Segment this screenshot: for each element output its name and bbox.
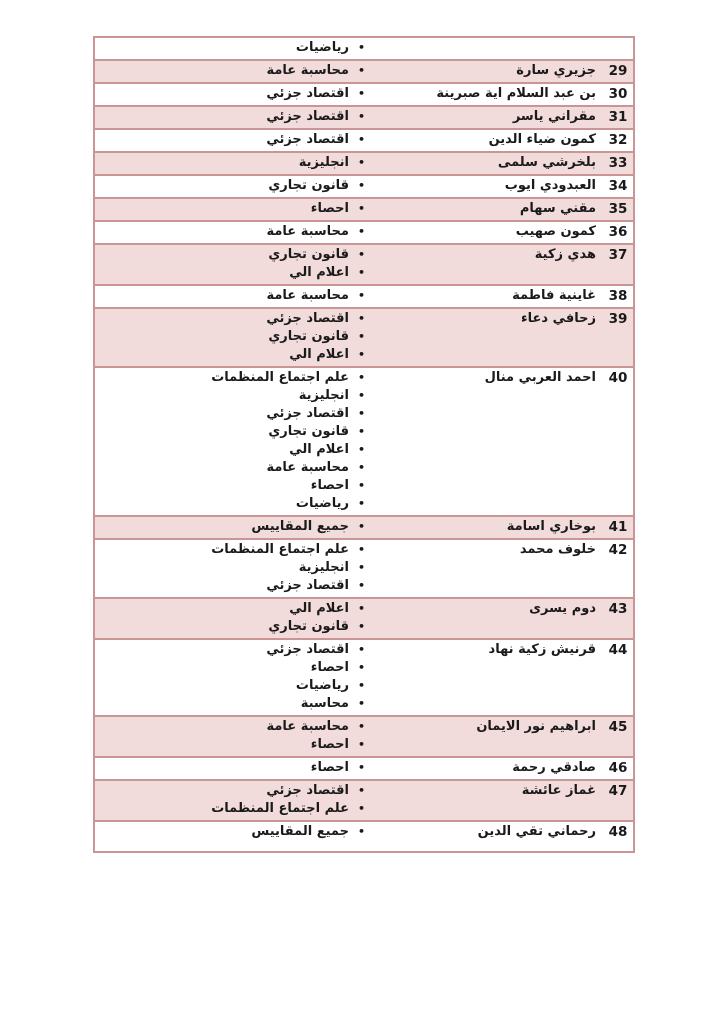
table-row xyxy=(95,222,633,245)
subjects-cell xyxy=(95,368,416,515)
student-name: احمد العربي منال xyxy=(484,370,596,385)
subject-item xyxy=(101,718,365,736)
student-name: بن عبد السلام اية صبرينة xyxy=(436,86,596,101)
bullet-icon: • xyxy=(357,156,365,169)
subject-item xyxy=(101,559,365,577)
student-name: كمون ضياء الدين xyxy=(488,132,596,147)
subject-label: رياضيات xyxy=(295,678,349,693)
bullet-icon: • xyxy=(357,64,365,77)
bullet-icon: • xyxy=(357,266,365,279)
student-name: مقراني ياسر xyxy=(512,109,596,124)
bullet-icon: • xyxy=(357,179,365,192)
table-row xyxy=(95,245,633,286)
row-number: 30 xyxy=(608,86,628,102)
subject-label: اقتصاد جزئي xyxy=(266,642,349,657)
student-name: غماز عائشة xyxy=(521,783,596,798)
student-name: رحماني تقي الدين xyxy=(477,824,596,839)
bullet-icon: • xyxy=(357,407,365,420)
student-name: هدي زكية xyxy=(534,247,596,262)
table-row xyxy=(95,717,633,758)
student-name: بلخرشي سلمى xyxy=(497,155,596,170)
student-name: قرنيش زكية نهاد xyxy=(488,642,596,657)
subject-item xyxy=(101,600,365,618)
bullet-icon: • xyxy=(357,784,365,797)
subjects-cell xyxy=(95,640,416,715)
subject-label: محاسبة عامة xyxy=(266,288,349,303)
bullet-icon: • xyxy=(357,620,365,633)
subject-item xyxy=(101,759,365,777)
bullet-icon: • xyxy=(357,561,365,574)
subjects-cell xyxy=(95,107,416,128)
subject-label: احصاء xyxy=(310,760,349,775)
bullet-icon: • xyxy=(357,661,365,674)
subject-label: قانون تجاري xyxy=(268,178,349,193)
subject-label: جميع المقاييس xyxy=(251,824,349,839)
subject-label: اقتصاد جزئي xyxy=(266,783,349,798)
subject-label: اقتصاد جزئي xyxy=(266,86,349,101)
subject-item xyxy=(101,659,365,677)
bullet-icon: • xyxy=(357,87,365,100)
subject-item xyxy=(101,736,365,754)
subject-item xyxy=(101,346,365,364)
bullet-icon: • xyxy=(357,289,365,302)
bullet-icon: • xyxy=(357,225,365,238)
row-number: 35 xyxy=(608,201,628,217)
subject-item xyxy=(101,177,365,195)
subject-item xyxy=(101,223,365,241)
subject-label: اعلام الي xyxy=(289,347,349,362)
subject-item xyxy=(101,423,365,441)
subjects-cell xyxy=(95,822,416,851)
row-number: 31 xyxy=(608,109,628,125)
bullet-icon: • xyxy=(357,761,365,774)
row-number: 32 xyxy=(608,132,628,148)
subject-label: اقتصاد جزئي xyxy=(266,311,349,326)
subjects-cell xyxy=(95,61,416,82)
subject-label: اقتصاد جزئي xyxy=(266,406,349,421)
subject-item xyxy=(101,85,365,103)
subject-label: علم اجتماع المنظمات xyxy=(211,801,349,816)
row-number: 34 xyxy=(608,178,628,194)
bullet-icon: • xyxy=(357,602,365,615)
subject-item xyxy=(101,541,365,559)
subject-label: محاسبة عامة xyxy=(266,719,349,734)
bullet-icon: • xyxy=(357,643,365,656)
row-number: 42 xyxy=(608,542,628,558)
subject-label: قانون تجاري xyxy=(268,329,349,344)
subject-label: اقتصاد جزئي xyxy=(266,132,349,147)
subject-label: اعلام الي xyxy=(289,601,349,616)
table-row xyxy=(95,199,633,222)
subject-label: محاسبة عامة xyxy=(266,224,349,239)
row-number: 45 xyxy=(608,719,628,735)
row-number: 48 xyxy=(608,824,628,840)
subjects-cell xyxy=(95,38,416,59)
table-row xyxy=(95,61,633,84)
subject-item xyxy=(101,310,365,328)
bullet-icon: • xyxy=(357,425,365,438)
subject-label: قانون تجاري xyxy=(268,424,349,439)
subject-label: اقتصاد جزئي xyxy=(266,578,349,593)
student-name: كمون صهيب xyxy=(515,224,596,239)
row-number xyxy=(603,38,633,59)
subject-item xyxy=(101,369,365,387)
bullet-icon: • xyxy=(357,497,365,510)
subject-label: اعلام الي xyxy=(289,265,349,280)
subjects-cell xyxy=(95,599,416,638)
subject-label: قانون تجاري xyxy=(268,247,349,262)
student-name: خلوف محمد xyxy=(519,542,596,557)
table-row xyxy=(95,368,633,517)
row-number: 47 xyxy=(608,783,628,799)
table-row xyxy=(95,822,633,851)
row-number: 43 xyxy=(608,601,628,617)
table-row xyxy=(95,599,633,640)
bullet-icon: • xyxy=(357,479,365,492)
bullet-icon: • xyxy=(357,579,365,592)
subject-item xyxy=(101,246,365,264)
subject-item xyxy=(101,823,365,841)
bullet-icon: • xyxy=(357,110,365,123)
subject-item xyxy=(101,264,365,282)
subject-item xyxy=(101,405,365,423)
subject-item xyxy=(101,518,365,536)
bullet-icon: • xyxy=(357,248,365,261)
subject-label: احصاء xyxy=(310,660,349,675)
bullet-icon: • xyxy=(357,738,365,751)
subject-label: اقتصاد جزئي xyxy=(266,109,349,124)
subject-label: اعلام الي xyxy=(289,442,349,457)
subject-label: انجليزية xyxy=(298,388,349,403)
student-name: بوخاري اسامة xyxy=(506,519,596,534)
bullet-icon: • xyxy=(357,543,365,556)
table-row xyxy=(95,758,633,781)
subjects-cell xyxy=(95,517,416,538)
subject-label: احصاء xyxy=(310,478,349,493)
subject-label: انجليزية xyxy=(298,560,349,575)
subject-item xyxy=(101,387,365,405)
subject-item xyxy=(101,495,365,513)
subjects-cell xyxy=(95,758,416,779)
bullet-icon: • xyxy=(357,330,365,343)
bullet-icon: • xyxy=(357,720,365,733)
subject-item xyxy=(101,39,365,57)
subject-item xyxy=(101,131,365,149)
subject-item xyxy=(101,477,365,495)
subjects-cell xyxy=(95,153,416,174)
student-name: ابراهيم نور الايمان xyxy=(476,719,596,734)
subject-label: علم اجتماع المنظمات xyxy=(211,542,349,557)
table-row xyxy=(95,309,633,368)
subject-label: رياضيات xyxy=(295,40,349,55)
subject-item xyxy=(101,441,365,459)
table-row xyxy=(95,84,633,107)
subjects-cell xyxy=(95,222,416,243)
row-number: 36 xyxy=(608,224,628,240)
subjects-cell xyxy=(95,199,416,220)
subject-item xyxy=(101,577,365,595)
row-number: 44 xyxy=(608,642,628,658)
subject-label: علم اجتماع المنظمات xyxy=(211,370,349,385)
bullet-icon: • xyxy=(357,802,365,815)
bullet-icon: • xyxy=(357,520,365,533)
subjects-cell xyxy=(95,781,416,820)
subjects-cell xyxy=(95,130,416,151)
table-row xyxy=(95,540,633,599)
subjects-cell xyxy=(95,286,416,307)
subjects-cell xyxy=(95,245,416,284)
student-name: العبدودي ايوب xyxy=(504,178,596,193)
table-row xyxy=(95,130,633,153)
subject-item xyxy=(101,287,365,305)
subject-label: احصاء xyxy=(310,737,349,752)
subject-item xyxy=(101,618,365,636)
table-row xyxy=(95,781,633,822)
bullet-icon: • xyxy=(357,461,365,474)
subjects-cell xyxy=(95,84,416,105)
subject-item xyxy=(101,641,365,659)
table-row xyxy=(95,286,633,309)
bullet-icon: • xyxy=(357,825,365,838)
student-name xyxy=(416,38,603,59)
bullet-icon: • xyxy=(357,348,365,361)
subjects-cell xyxy=(95,717,416,756)
bullet-icon: • xyxy=(357,371,365,384)
student-name: جزيري سارة xyxy=(516,63,596,78)
row-number: 38 xyxy=(608,288,628,304)
row-number: 41 xyxy=(608,519,628,535)
subject-item xyxy=(101,200,365,218)
subject-item xyxy=(101,800,365,818)
bullet-icon: • xyxy=(357,443,365,456)
student-name: غاينية فاطمة xyxy=(512,288,596,303)
row-number: 39 xyxy=(608,311,628,327)
row-number: 40 xyxy=(608,370,628,386)
subject-label: محاسبة عامة xyxy=(266,63,349,78)
student-name: دوم يسرى xyxy=(529,601,596,616)
subjects-cell xyxy=(95,176,416,197)
table-row xyxy=(95,176,633,199)
row-number: 37 xyxy=(608,247,628,263)
subjects-cell xyxy=(95,309,416,366)
subject-item xyxy=(101,328,365,346)
subject-label: محاسبة عامة xyxy=(266,460,349,475)
students-subjects-table xyxy=(93,36,635,853)
bullet-icon: • xyxy=(357,389,365,402)
subject-item xyxy=(101,695,365,713)
table-row xyxy=(95,640,633,717)
subject-label: جميع المقاييس xyxy=(251,519,349,534)
bullet-icon: • xyxy=(357,41,365,54)
table-row xyxy=(95,38,633,61)
student-name: مقني سهام xyxy=(519,201,596,216)
bullet-icon: • xyxy=(357,312,365,325)
subject-item xyxy=(101,459,365,477)
subject-label: احصاء xyxy=(310,201,349,216)
student-name: صادقي رحمة xyxy=(512,760,596,775)
row-number: 29 xyxy=(608,63,628,79)
student-name: زحافي دعاء xyxy=(520,311,596,326)
bullet-icon: • xyxy=(357,202,365,215)
table-row xyxy=(95,517,633,540)
subject-label: انجليزية xyxy=(298,155,349,170)
row-number: 46 xyxy=(608,760,628,776)
table-row xyxy=(95,107,633,130)
subject-label: قانون تجاري xyxy=(268,619,349,634)
row-number: 33 xyxy=(608,155,628,171)
subject-item xyxy=(101,154,365,172)
bullet-icon: • xyxy=(357,133,365,146)
subject-item xyxy=(101,782,365,800)
subject-item xyxy=(101,677,365,695)
subjects-cell xyxy=(95,540,416,597)
subject-label: رياضيات xyxy=(295,496,349,511)
subject-item xyxy=(101,108,365,126)
bullet-icon: • xyxy=(357,697,365,710)
subject-label: محاسبة xyxy=(300,696,349,711)
subject-item xyxy=(101,62,365,80)
table-row xyxy=(95,153,633,176)
bullet-icon: • xyxy=(357,679,365,692)
